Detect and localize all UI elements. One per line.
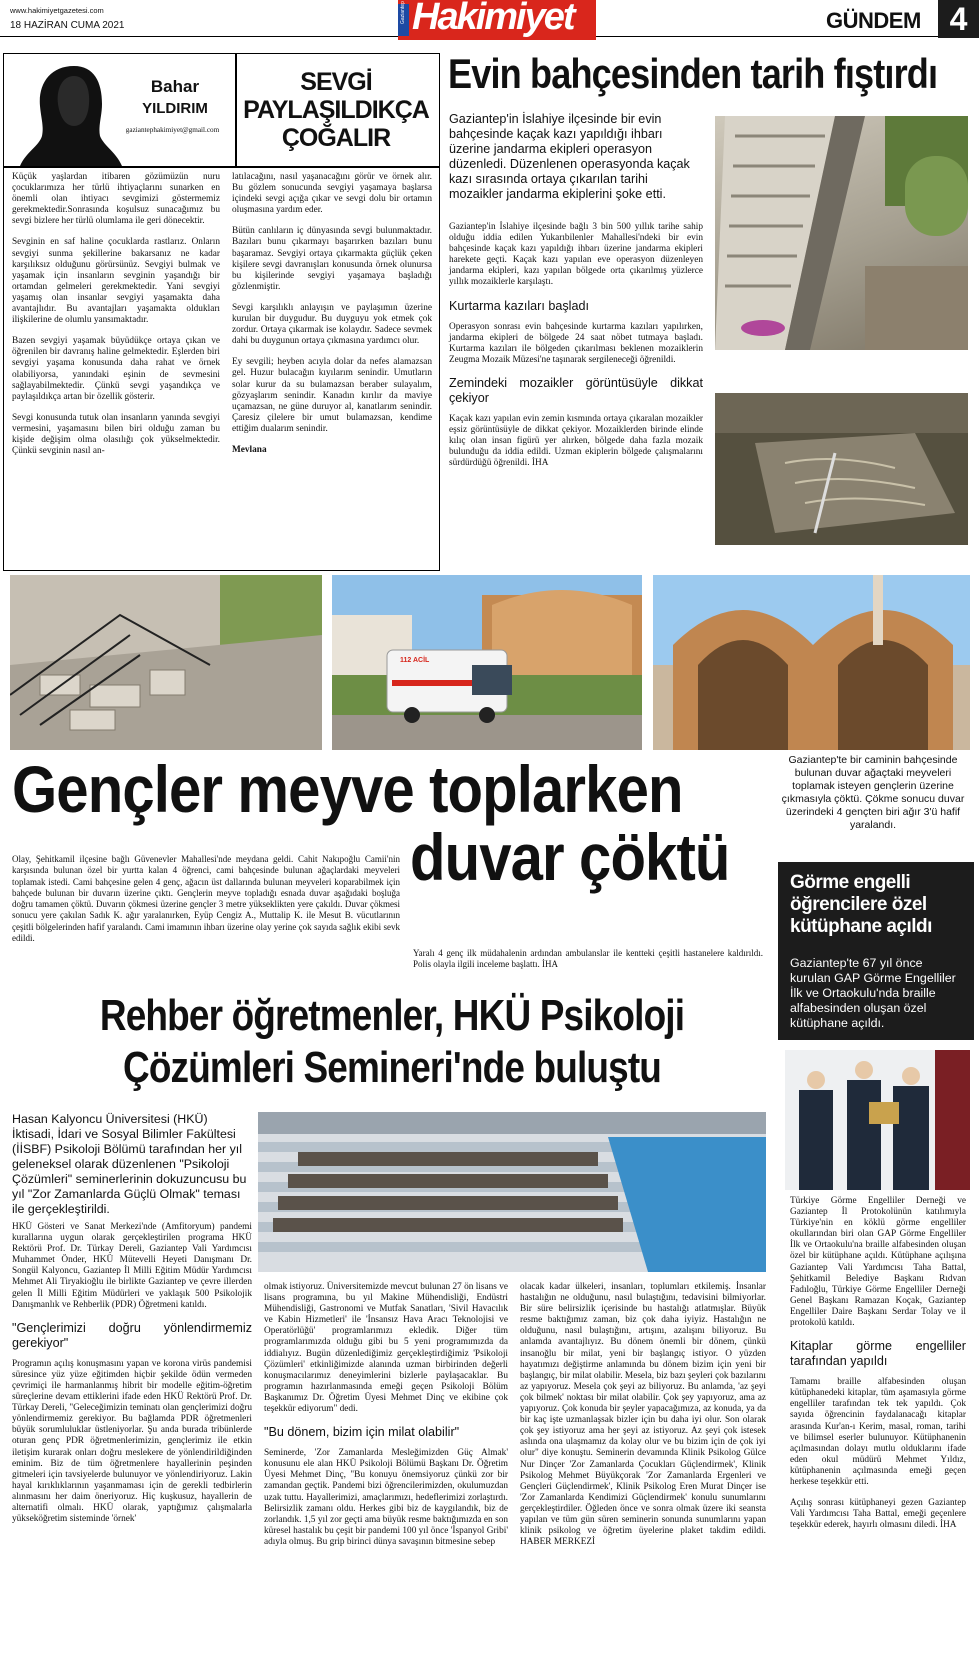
author-portrait-icon [16,60,126,166]
website-url[interactable]: www.hakimiyetgazetesi.com [10,6,104,15]
story2-body: Olay, Şehitkamil ilçesine bağlı Güvenevler Mahallesi'nde meydana geldi. Cahit Nakıpoğlu Camii'nin karşısında bulunan özel bir yurtta kalan 4 öğrenci, cami bahçesinde bulunan ağaçlardaki meyveleri toplamak istedi. Cami bahçesine gelen 4 genç, ağacın üst dallarında bulunan meyveleri koparabilmek için bahçede bulunan bir duvarın üzerine çıktı. Gençlerin meyve topladığı esnada duvar aşağıdaki boşluğa doğru tamamen çöktü. Duvarın çökmesi üzerine gençler 3 metre yükseklikten yere çakıldı. Duvar çökmesi sonucu yere çakılan Sadık K. ağır yaralanırken, Eyüp Cengiz A., Muttalip K. ile Mesut B. vücutlarının çeşitli bölgelerinden hafif yaralandı. Cami imamının ihbarı üzerine olay yerine çok sayıda sağlık ekibi sevk edildi. [12,854,400,944]
column-text-col1: Küçük yaşlardan itibaren gözümüzün nuru çocuklarımıza her türlü ihtiyaçlarını sunarken en önemli olan ihtiyacı sevgimizi göstermemiz gerekmektedir.Sonrasında koşulsuz sunacağımız bu sevgi bizlere her türlü olumlama ile geri dönecektir. Sevginin en saf haline çocuklarda rastlarız. Onların sevgiyi sunma şekillerine bakarsanız ne kadar karşılıksız olduğunu görürsünüz. Sevgiyi bulmak ve yaşamak için insanların sevginin yaşandığı bir ortamdan gelmeleri gerekmektedir. Yani sevgiyi yaşamış olan insanlar sevgiyi yaşamakta daha avantajlıdır. Bu avantajları yaşamakta oldukları ilişkilerine de olumlu yansımaktadır. Bazen sevgiyi yaşamak büyüdükçe ortaya çıkan ve öğrenilen bir davranış haline gelmektedir. Eşlerden biri sevgiyi yaşama konusunda daha rahat ve örnek olabiliyorsa, yanındaki eşinin de sevmesini sağlayabilmektedir. Çünkü sevgi yaşandıkça ve paylaşıldıkça artan bir özellik gösterir. Sevgi konusunda tutuk olan insanların yanında sevgiyi vermesini, yaşamasını bilen biri olduğu zaman bu kişide değişim olma olasılığı çok yükselmektedir. Çünkü sevginin nasıl an- [12,172,220,457]
story3-subhead1: "Gençlerimizi doğru yönlendirmemiz gerekiyor" [12,1320,252,1350]
photo-ambulance [332,575,642,750]
story2-body-continued: Yaralı 4 genç ilk müdahalenin ardından ambulanslar ile kentteki çeşitli hastanelere kaldırıldı. Polis olayla ilgili inceleme başlattı. İHA [413,948,763,970]
story1-headline: Evin bahçesinden tarih fıştırdı [448,50,938,97]
story2-headline-line2: duvar çöktü [410,820,730,894]
story4-body: Türkiye Görme Engelliler Derneği ve Gaziantep İl Protokolünün katılımıyla Türkiye'nin en köklü görme engelliler okullarından biri olan GAP Görme Engelliler İlk ve Ortaokulu'na braille alfabesinden oluşan özel bir kütüphane açıldı. Kütüphane açılışına Gaziantep Vali Yardımcısı Taha Battal, Şehitkamil Belediye Başkanı Rıdvan Fadıloğlu, Türkiye Görme Engelliler Derneği Genel Başkanı Ramazan Koçak, Gaziantep Engelliler Daire Başkanı Serdar Tolay ve il protokolü katıldı. Kitaplar görme engelliler tarafından yapıldı Tamamı braille alfabesinden oluşan kütüphanedeki kitaplar, tüm aşamasıyla görme engelliler tarafından tek tek yapıldı. Çok sayıda öğrencinin faydalanacağı kitaplar arasında Kur'an-ı Kerim, masal, roman, tarihi ve bilimsel eserler bulunuyor. Kütüphanenin açılmasından dolayı mutlu olduklarını ifade eden okul müdürü Mehmet Yıldız, kütüphanenin açılmasında emeği geçen herkese teşekkür etti. Açılış sonrası kütüphaneyi gezen Gaziantep Vali Yardımcısı Taha Battal, emeği geçenlere teşekkür ederek, hayırlı olmasını diledi. İHA [790,1196,966,1531]
story4-lead: Gaziantep'te 67 yıl önce kurulan GAP Görme Engelliler İlk ve Ortaokulu'nda braille alfabesinden oluşan özel kütüphane açıldı. [790,956,956,1030]
story1-subhead1: Kurtarma kazıları başladı [449,298,589,313]
story1-body: Gaziantep'in İslahiye ilçesinde bağlı 3 bin 500 yıllık tarihe sahip olduğu iddia edilen Yukarıbilenler Mahallesi'ndeki bir evin bahçesinde kaçak kazı yapıldığı ihbarı üzerine jandarma ekipleri harekete geçti. Kaçak kazı yapılan eve operasyon düzenleyen jandarma ekipleri, kazı yapılan bölgede orta çıkarılmış yüzlerce yıllık mozaiklerle karşılaştı. Kurtarma kazıları başladı Operasyon sonrası evin bahçesinde kurtarma kazıları yapılırken, jandarma ekipleri de bölgede 24 saat nöbet tutmaya başladı. Kurtarma kazıları ile bölgeden çıkarılması beklenen mozaiklerin Zeugma Mozaik Müzesi'ne taşınarak sergileneceği öğrenildi. Zemindeki mozaikler görüntüsüyle dikkat çekiyor Kaçak kazı yapılan evin zemin kısmında ortaya çıkaralan mozaikler eşsiz görüntüsüyle de dikkat çekiyor. Mozaiklerden birinde elinde kılıç olan insan figürü yer alırken, bölgede daha fazla mozaik bulunduğu da iddia edildi. Uzman ekiplerin bölgede çalışmalarını sürdürdüğü öğrenildi. İHA [449,222,703,469]
author-last-name: YILDIRIM [142,100,208,117]
photo-library-opening [785,1050,970,1190]
photo-mosaic [715,393,968,545]
story4-subhead: Kitaplar görme engelliler tarafından yapıldı [790,1339,966,1369]
story3-lead: Hasan Kalyoncu Üniversitesi (HKÜ) İktisadi, İdari ve Sosyal Bilimler Fakültesi (İİSBF) Psikoloji Bölümü tarafından her yıl geleneksel olarak düzenlenen "Psikoloji Çözümleri" seminerlerinin dokuzuncusu bu yıl "Zor Zamanlarda Güçlü Olmak" teması ile gerçekleştirildi. [12,1112,247,1216]
story2-headline-line1: Gençler meyve toplarken [12,752,683,826]
column-text-col2: latılacağını, nasıl yaşanacağını görür ve örnek alır. Bu gözlem sonucunda sevgiyi yaşamaya başlarsa içindeki sevgi açığa çıkar ve sevgi dolu bir ortamın oluşmasına yardım eder. Bütün canlıların iç dünyasında sevgi bulunmaktadır. Bazıları bunu çıkarmayı başarırken bazıları bunu başaramaz. Sevgiyi ortaya çıkarmakta güçlük çeken kişilere sevgi davranışları konusunda örnek olunursa bu kişilerinde sevgiyi yaşamaya başladığı gözlenmiştir. Sevgi karşılıklı anlayışın ve paylaşımın üzerine kurulan bir duygudur. Bu duyguyu yok etmek çok zordur. Ortaya çıkarmak ise kolaydır. Sadece sevmek dahi bu duygunun ortaya çıkmasına yardımcı olur. Ey sevgili; heyben acıyla dolar da nefes alamazsan gel. Huzur bulacağın kıyılarım senindir. Umutların solar kurur da su bulamazsan beraber sulayalım, gözyaşlarım senindir. Kanadın kırılır da maviye uçamazsan, ne güne duruyor al, kanatlarım senindir. Çaresiz çilelere bir umut bulamazsan, kendime ettiğim dualarım senindir. Mevlana [232,172,432,455]
masthead-logo [398,0,596,40]
ambulance-label: 112 ACİL [400,657,430,664]
section-label: GÜNDEM [826,8,921,33]
story4-headline: Görme engelli öğrencilere özel kütüphane açıldı [790,872,932,937]
story3-headline: Rehber öğretmenler, HKÜ Psikoloji Çözümleri Semineri'nde buluştu [99,991,685,1092]
story1-lead: Gaziantep'in İslahiye ilçesinde bir evin bahçesinde kaçak kazı yapıldığı ihbarı üzerine jandarma ekipleri operasyon düzenledi. Düzenlenen operasyonda kaçak kazı sırasında ortaya çıkarılan tarihi mozaikler jandarma ekiplerini şoke etti. [449,112,690,201]
photo-excavation-stairs [715,116,968,350]
logo-text: Hakimiyet [412,0,574,38]
issue-date: 18 HAZİRAN CUMA 2021 [10,20,125,31]
story3-col2: olmak istiyoruz. Üniversitemizde mevcut bulunan 27 ön lisans ve lisans programına, bu yıl Makine Mühendisliği, Endüstri Mühendisliği, Gastronomi ve Mutfak Sanatları, 'Sivil Havacılık ve Kabin Hizmetleri' ile 'İnsansız Hava Aracı Teknolojisi ve Operatörlüğü' programlarımızı ekledik. Diğer tüm programlarımızda olduğu gibi bu 5 yeni programımızda da iddialıyız. Bugün düzenlediğimiz gerçekleştirdiğimiz 'Psikoloji Çözümleri' etkinliğimizde alanında uzman birbirinden değerli konuşmacılarımız deneyimlerini bizlerle paylaşacaklar. Bu programın hazırlanmasında emeği geçen Psikoloji Bölüm Başkanımız Dr. Öğretim Üyesi Mehmet Dinç ve ekibine çok teşekkür ediyorum" dedi. "Bu dönem, bizim için milat olabilir" Seminerde, 'Zor Zamanlarda Mesleğimizden Güç Almak' konusunu ele alan HKÜ Psikoloji Bölümü Başkanı Dr. Öğretim Üyesi Mehmet Dinç, "Bu konuyu önemsiyoruz çünkü zor bir zamandan geçtik. Pandemi bizi öğrencilerimizden, okulumuzdan uzak tuttu. Hayallerimizi, amaçlarımızı, hedeflerimizi zorlaştırdı. Belirsizlik zamanı oldu. Herkes gibi biz de kaygılandık, biz de zorlandık. 1,5 yıl zor geçti ama büyük resme baktığımızda en son küresel hastalık bu çeşit bir pandemi 100 yıl önce 'İspanyol Gribi' adıyla olmuş. Bu grip birinci dünya savaşının bitmesine sebep [264,1282,508,1547]
story3-col1: HKÜ Gösteri ve Sanat Merkezi'nde (Amfitoryum) pandemi kurallarına uygun olarak gerçekleştirilen programa HKÜ Rektörü Prof. Dr. Türkay Dereli, Gaziantep Vali Yardımcısı Muhammet Önder, HKÜ Mütevelli Heyeti Danışmanı Dr. Songül Kalyoncu, Gaziantep İl Milli Eğitim Müdür Yardımcısı Mehmet Ali Tiryakioğlu ile birlikte Gaziantep ve çevre illerden gelen İl Milli Eğitim Müdürleri ve yaklaşık 500 Psikolojik Danışmanlık ve Rehberlik (PDR) Öğretmeni katıldı. "Gençlerimizi doğru yönlendirmemiz gerekiyor" Programın açılış konuşmasını yapan ve korona virüs pandemisi süresince yüz yüze eğitimden hiçbir şekilde ödün vermeden çevrimiçi ile harmanlanmış hibrit bir modelle eğitim-öğretim süreçlerine devam ettiklerini ifade eden HKÜ Rektörü Prof. Dr. Türkay Dereli, "Geleceğimizin teminatı olan gençlerimizi doğru yönlendirmemiz gerekiyor. Bu bağlamda PDR öğretmenleri büyük sorumluluklar üstleniyorlar. Şu anda burada tribünlerde oturan genç PDR öğretmenlerimizin, gençlerimiz ile etkin iletişim kurarak onları doğru meslekere de yönlendirildiğinden eminim. Biz de tüm öğretmenlere hayallerinin peşinden gitmeleri için tavsiyelerde bulunuyor ve yönlendiriyoruz. Lakin hayal kırıklıklarının yaşanmaması için de gerekli tedbirlerin alınmasını her daim öneriyoruz. Hiç kuşkusuz, hayallerin de alternatifi olmalı. HKÜ olarak, yaptığımız çalışmalarla yükseköğretim sisteminde 'örnek' [12,1222,252,1525]
author-email[interactable]: gaziantephakimiyet@gmail.com [125,126,220,134]
author-first-name: Bahar [150,77,200,96]
logo-prefix: Gaziantep [400,1,406,24]
page-number: 4 [938,0,979,38]
photo-collapsed-wall [10,575,322,750]
story3-col3: olacak kadar ülkeleri, insanları, toplumları etkilemiş. İnsanlar hastalığın ne olduğunu, nasıl bulaştığını, tedavisini bilmiyorlar. Bir süre belirsizlik içerisinde bu hastalığı atlatmışlar. Büyük resme baktığımız zaman, biz çok daha iyiyiz. Hastalığın ne olduğunu, nasıl bulaştığını, artışını, azalışını biliyoruz. Bu anlamda avantajlıyız. Bu dönem önemli bir dönem, çünkü insanoğlu bir milat, yeni bir başlangıç istiyor. O yüzden hayatımızı değiştirme anlamında bu dönem bizim için yeni bir başlangıç, bir milat olabilir. Mesela, biz bazı şeyleri çok bazılarını az yapıyoruz. Mesela çok şeyi az biliyoruz. Bu anlamda, 'az şeyi çok bilmek' noktası bir milat olabilir. Çok şey yapıyoruz, ama az yapıyoruz. Çok konuda bir şeyler yapacağımıza, az konuda, ya da bir kaç işte uzmanlaşsak bizler için bu daha iyi olur. Son olarak çok şey istiyoruz ama her şeyi az istiyoruz. Az şeyi çok istesek aslında ona ulaşmamız da kolay olur ve bu bizim için de çok iyi olur" diye konuştu. Seminerin devamında Klinik Psikolog Gülce Nur Dinçer 'Zor Zamanlarda Çocukları Güçlendirmek', Klinik Psikolog Mehmet Büyükçorak 'Zor Zamanlarda Ergenleri ve Gençleri Güçlendirmek', Klinik Psikolog Eren Murat Dinçer ise 'Zor Zamanlarda Kendimizi Güçlendirmek' konulu sunumlarını gerçekleştirdiler. Öğleden önce ve sonra olmak üzere iki seansta yapılan ve tüm gün süren seminerin sonunda sunumlarını yapan klinik psikolog ve öğretim üyelerine plaket takdim edildi. HABER MERKEZİ [520,1282,766,1548]
photo-mosque-arches [653,575,970,750]
column-title: SEVGİ PAYLAŞILDIKÇA ÇOĞALIR [243,68,429,152]
photo-seminar-audience [258,1112,766,1272]
story1-subhead2: Zemindeki mozaikler görüntüsüyle dikkat çekiyor [449,375,703,405]
story2-photo-caption: Gaziantep'te bir caminin bahçesinde bulunan duvar ağaçtaki meyveleri toplamak isteyen gençlerin üzerine çıkmasıyla çöktü. Çökme sonucu duvar üzerindeki 4 gençten biri ağır 3'ü hafif yaralandı. [781,754,965,831]
story3-subhead2: "Bu dönem, bizim için milat olabilir" [264,1425,460,1440]
